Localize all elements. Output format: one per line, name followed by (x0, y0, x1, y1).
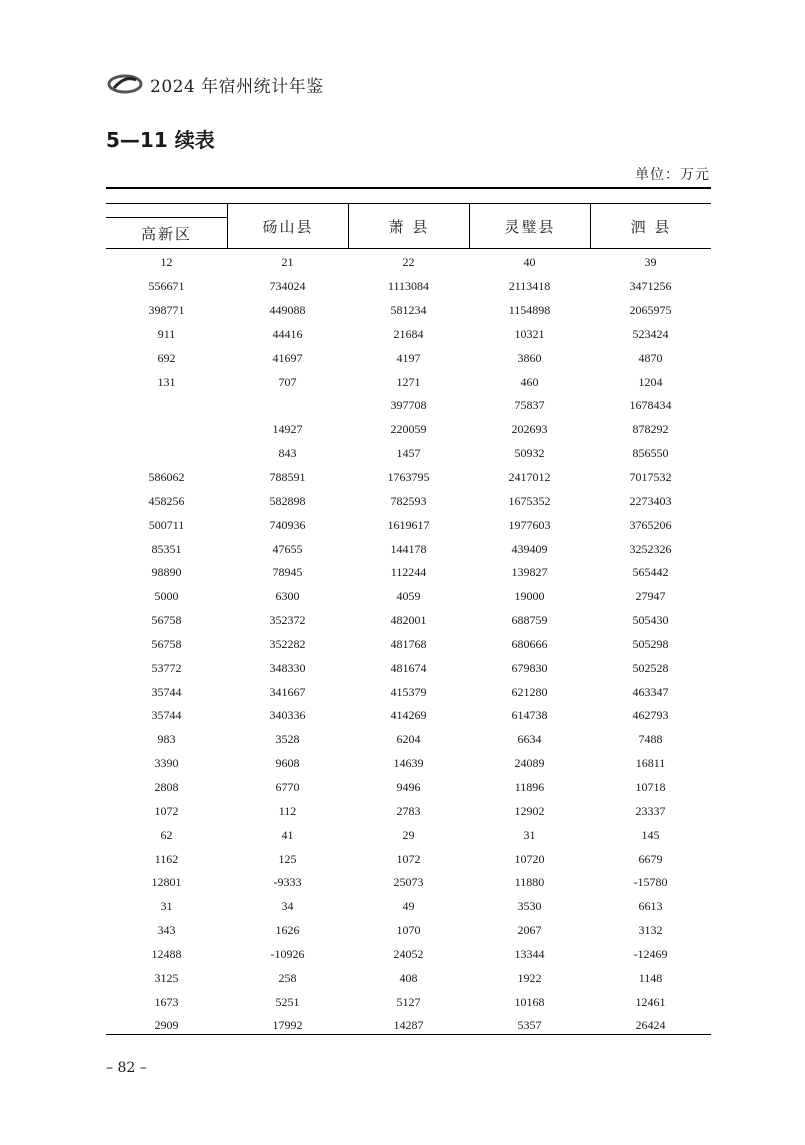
table-cell: 3471256 (629, 279, 672, 294)
table-cell: 458256 (148, 493, 185, 508)
table-cell: 1154898 (508, 303, 551, 318)
table-cell: 17992 (272, 1018, 303, 1033)
table-row (106, 299, 711, 323)
table-cell: 688759 (511, 613, 548, 628)
table-cell: 98890 (151, 565, 182, 580)
table-cell: 1626 (275, 923, 300, 938)
table-cell: 5000 (154, 589, 179, 604)
book-title: 2024 年宿州统计年鉴 (150, 76, 324, 97)
table-cell: 3765206 (629, 517, 672, 532)
column-header: 泗 县 (590, 204, 711, 248)
column-header-row (106, 204, 711, 249)
table-cell: 22 (402, 255, 415, 270)
table-cell: 53772 (151, 660, 182, 675)
table-cell: 2417012 (508, 470, 551, 485)
table-cell: 16811 (635, 756, 666, 771)
table-cell: 1678434 (629, 398, 672, 413)
column-header: 灵璧县 (469, 204, 590, 248)
table-cell: 352372 (269, 613, 306, 628)
table-row (106, 418, 711, 442)
table-cell: 6770 (275, 779, 300, 794)
table-cell: 35744 (151, 708, 182, 723)
table-cell: 5251 (275, 994, 300, 1009)
table-cell: 75837 (514, 398, 545, 413)
table-cell: 2783 (396, 803, 421, 818)
table-cell: 3252326 (629, 541, 672, 556)
table-cell: 39 (644, 255, 657, 270)
table-cell: 50932 (514, 446, 545, 461)
table-cell: 10720 (514, 851, 545, 866)
table-cell: 788591 (269, 470, 306, 485)
table-cell: 6634 (517, 732, 542, 747)
table-row (106, 966, 711, 990)
table-cell: 31 (523, 827, 536, 842)
table-cell: 6204 (396, 732, 421, 747)
table-cell: 707 (278, 374, 297, 389)
table-cell: 1072 (154, 803, 179, 818)
table-cell: 481674 (390, 660, 427, 675)
table-cell: 4197 (396, 350, 421, 365)
table-cell: 62 (160, 827, 173, 842)
table-cell: 85351 (151, 541, 182, 556)
table-cell: 21 (281, 255, 294, 270)
column-header: 萧 县 (348, 204, 469, 248)
table-cell: 462793 (632, 708, 669, 723)
table-cell: 502528 (632, 660, 669, 675)
table-row (106, 656, 711, 680)
table-cell: 49 (402, 899, 415, 914)
table-row (106, 633, 711, 657)
table-cell: 1977603 (508, 517, 551, 532)
table-row (106, 776, 711, 800)
table-cell: 586062 (148, 470, 185, 485)
table-cell: -10926 (270, 946, 305, 961)
table-cell: 41697 (272, 350, 303, 365)
unit-label: 单位：万元 (635, 167, 710, 183)
table-cell: 27947 (635, 589, 666, 604)
table-title: 5—11 续表 (106, 128, 215, 152)
table-row (106, 370, 711, 394)
table-cell: 1271 (396, 374, 421, 389)
table-cell: 505430 (632, 613, 669, 628)
table-cell: 1148 (638, 970, 663, 985)
table-cell: 47655 (272, 541, 303, 556)
table-cell: 621280 (511, 684, 548, 699)
table-row (106, 847, 711, 871)
table-cell: 1072 (396, 851, 421, 866)
table-cell: 14287 (393, 1018, 424, 1033)
table-row (106, 680, 711, 704)
table-cell: -12469 (633, 946, 668, 961)
table-cell: 2808 (154, 779, 179, 794)
table-row (106, 799, 711, 823)
table-body (106, 251, 711, 1038)
table-cell: 2113418 (508, 279, 551, 294)
table-row (106, 752, 711, 776)
table-cell: 341667 (269, 684, 306, 699)
table-cell: 1922 (517, 970, 542, 985)
table-cell: 44416 (272, 326, 303, 341)
table-row (106, 513, 711, 537)
table-row (106, 919, 711, 943)
table-cell: 139827 (511, 565, 548, 580)
table-cell: 10168 (514, 994, 545, 1009)
table-cell: 11896 (514, 779, 545, 794)
table-cell: 1113084 (387, 279, 430, 294)
table-cell: 9496 (396, 779, 421, 794)
column-header: 高新区 (140, 225, 192, 243)
table-cell: 348330 (269, 660, 306, 675)
table-cell: 582898 (269, 493, 306, 508)
table-row (106, 466, 711, 490)
bottom-rule (106, 1034, 711, 1035)
table-cell: 7488 (638, 732, 663, 747)
table-cell: 505298 (632, 636, 669, 651)
table-cell: 3390 (154, 756, 179, 771)
table-cell: 78945 (272, 565, 303, 580)
table-cell: 4870 (638, 350, 663, 365)
table-cell: 12801 (151, 875, 182, 890)
table-cell: 6679 (638, 851, 663, 866)
page-number: – 82 – (106, 1060, 147, 1076)
table-cell: 40 (523, 255, 536, 270)
table-cell: 463347 (632, 684, 669, 699)
table-cell: -15780 (633, 875, 668, 890)
table-cell: 734024 (269, 279, 306, 294)
table-cell: 460 (520, 374, 539, 389)
table-cell: 131 (157, 374, 176, 389)
table-cell: 26424 (635, 1018, 666, 1033)
table-cell: 10718 (635, 779, 666, 794)
table-cell: 3528 (275, 732, 300, 747)
table-cell: 11880 (514, 875, 545, 890)
page-header (106, 70, 324, 98)
table-cell: 6300 (275, 589, 300, 604)
table-cell: -9333 (273, 875, 302, 890)
table-cell: 2909 (154, 1018, 179, 1033)
table-cell: 2065975 (629, 303, 672, 318)
table-cell: 12461 (635, 994, 666, 1009)
table-row (106, 442, 711, 466)
table-cell: 6613 (638, 899, 663, 914)
table-row (106, 895, 711, 919)
table-cell: 56758 (151, 636, 182, 651)
table-cell: 523424 (632, 326, 669, 341)
table-cell: 31 (160, 899, 173, 914)
table-cell: 878292 (632, 422, 669, 437)
table-cell: 482001 (390, 613, 427, 628)
column-header: 砀山县 (227, 204, 348, 248)
table-cell: 782593 (390, 493, 427, 508)
table-cell: 145 (641, 827, 660, 842)
table-row (106, 275, 711, 299)
table-row (106, 728, 711, 752)
table-cell: 34 (281, 899, 294, 914)
table-cell: 556671 (148, 279, 185, 294)
table-cell: 449088 (269, 303, 306, 318)
table-cell: 500711 (148, 517, 185, 532)
table-row (106, 585, 711, 609)
table-cell: 220059 (390, 422, 427, 437)
table-cell: 112244 (390, 565, 427, 580)
table-cell: 5357 (517, 1018, 542, 1033)
table-row (106, 561, 711, 585)
table-cell: 983 (157, 732, 176, 747)
table-cell: 5127 (396, 994, 421, 1009)
table-cell: 12 (160, 255, 173, 270)
table-cell: 25073 (393, 875, 424, 890)
table-cell: 202693 (511, 422, 548, 437)
table-cell: 41 (281, 827, 294, 842)
table-cell: 3530 (517, 899, 542, 914)
table-cell: 24089 (514, 756, 545, 771)
table-cell: 398771 (148, 303, 185, 318)
table-cell: 911 (157, 326, 176, 341)
table-cell: 258 (278, 970, 297, 985)
table-cell: 414269 (390, 708, 427, 723)
table-cell: 12902 (514, 803, 545, 818)
table-cell: 13344 (514, 946, 545, 961)
table-cell: 23337 (635, 803, 666, 818)
table-cell: 2273403 (629, 493, 672, 508)
table-cell: 3860 (517, 350, 542, 365)
table-cell: 7017532 (629, 470, 672, 485)
table-cell: 4059 (396, 589, 421, 604)
table-cell: 679830 (511, 660, 548, 675)
table-cell: 14639 (393, 756, 424, 771)
table-row (106, 704, 711, 728)
table-cell: 1675352 (508, 493, 551, 508)
table-cell: 680666 (511, 636, 548, 651)
table-cell: 439409 (511, 541, 548, 556)
table-cell: 56758 (151, 613, 182, 628)
table-cell: 1457 (396, 446, 421, 461)
table-row (106, 346, 711, 370)
table-cell: 343 (157, 923, 176, 938)
table-row (106, 990, 711, 1014)
table-cell: 581234 (390, 303, 427, 318)
top-rule (106, 187, 711, 189)
table-cell: 3132 (638, 923, 663, 938)
table-cell: 1619617 (387, 517, 430, 532)
table-row (106, 323, 711, 347)
table-cell: 408 (399, 970, 418, 985)
table-cell: 19000 (514, 589, 545, 604)
table-cell: 144178 (390, 541, 427, 556)
table-cell: 14927 (272, 422, 303, 437)
table-cell: 1673 (154, 994, 179, 1009)
table-cell: 24052 (393, 946, 424, 961)
table-row (106, 251, 711, 275)
table-cell: 352282 (269, 636, 306, 651)
table-cell: 3125 (154, 970, 179, 985)
table-cell: 10321 (514, 326, 545, 341)
table-cell: 112 (278, 803, 297, 818)
table-cell: 692 (157, 350, 176, 365)
table-cell: 9608 (275, 756, 300, 771)
table-cell: 740936 (269, 517, 306, 532)
table-cell: 2067 (517, 923, 542, 938)
table-cell: 1070 (396, 923, 421, 938)
table-cell: 35744 (151, 684, 182, 699)
table-cell: 29 (402, 827, 415, 842)
table-cell: 12488 (151, 946, 182, 961)
table-cell: 1763795 (387, 470, 430, 485)
table-cell: 843 (278, 446, 297, 461)
table-row (106, 823, 711, 847)
table-row (106, 489, 711, 513)
table-cell: 481768 (390, 636, 427, 651)
table-row (106, 537, 711, 561)
table-cell: 125 (278, 851, 297, 866)
table-cell: 340336 (269, 708, 306, 723)
table-cell: 415379 (390, 684, 427, 699)
table-cell: 1162 (154, 851, 179, 866)
table-cell: 565442 (632, 565, 669, 580)
table-row (106, 942, 711, 966)
table-cell: 856550 (632, 446, 669, 461)
table-cell: 614738 (511, 708, 548, 723)
yearbook-logo-icon (106, 73, 144, 95)
table-row (106, 394, 711, 418)
table-cell: 1204 (638, 374, 663, 389)
table-cell: 21684 (393, 326, 424, 341)
table-row (106, 871, 711, 895)
table-cell: 397708 (390, 398, 427, 413)
table-row (106, 609, 711, 633)
